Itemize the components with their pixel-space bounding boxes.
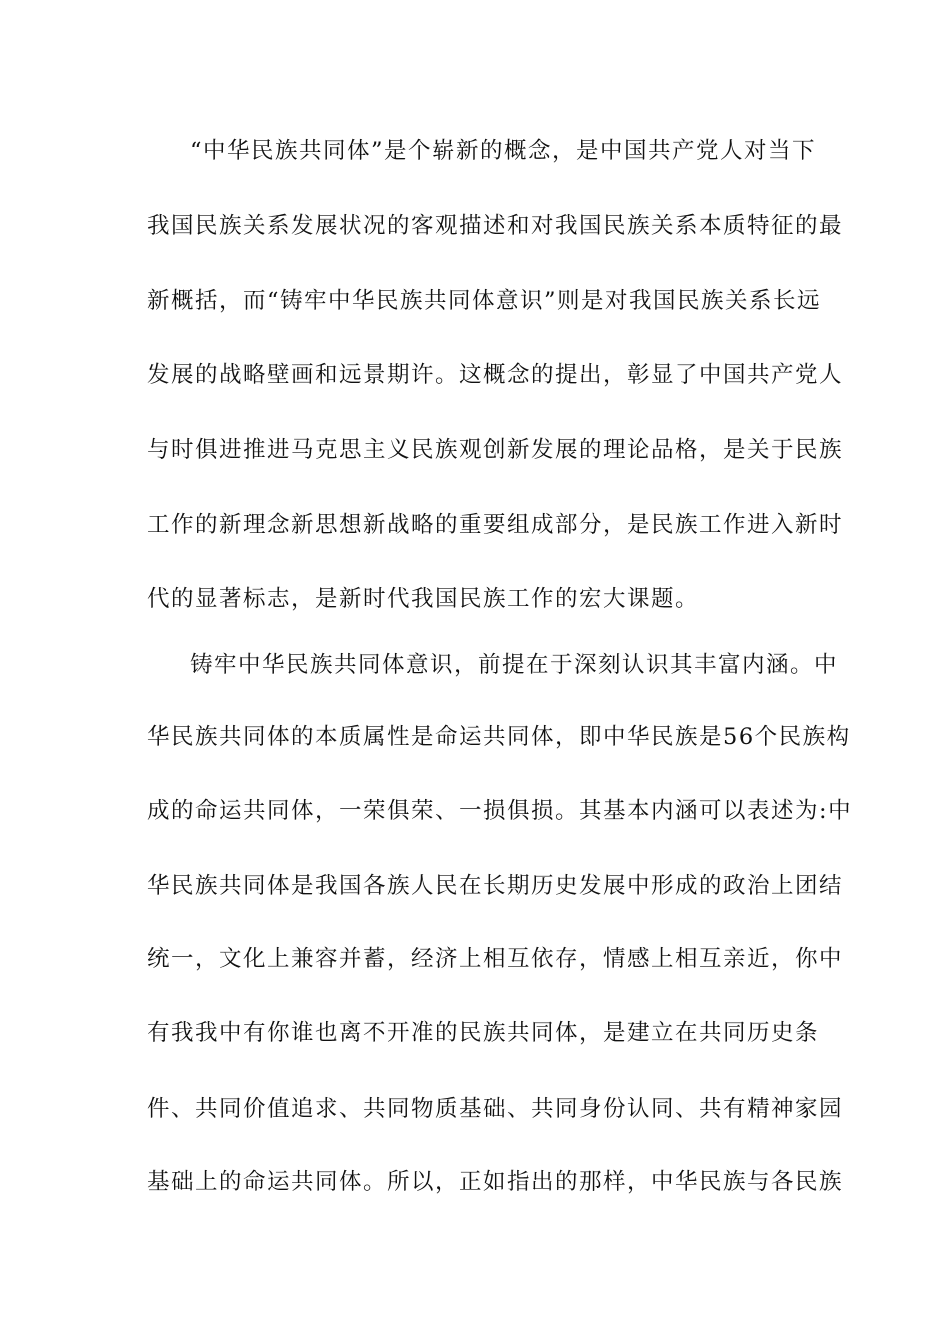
paragraph-2-line-2: 华民族共同体的本质属性是命运共同体，即中华民族是56个民族构 xyxy=(147,724,851,750)
paragraph-1-line-7: 代的显著标志，是新时代我国民族工作的宏大课题。 xyxy=(147,586,700,612)
paragraph-2-line-6: 有我我中有你谁也离不开准的民族共同体，是建立在共同历史条 xyxy=(147,1020,820,1046)
paragraph-2-line-3: 成的命运共同体，一荣俱荣、一损俱损。其基本内涵可以表述为:中 xyxy=(147,798,853,824)
paragraph-1-line-5: 与时俱进推进马克思主义民族观创新发展的理论品格，是关于民族 xyxy=(147,437,844,463)
paragraph-1-line-1: “中华民族共同体”是个崭新的概念，是中国共产党人对当下 xyxy=(190,138,817,164)
paragraph-2-line-1: 铸牢中华民族共同体意识，前提在于深刻认识其丰富内涵。中 xyxy=(190,652,839,678)
paragraph-1-line-2: 我国民族关系发展状况的客观描述和对我国民族关系本质特征的最 xyxy=(147,213,844,239)
paragraph-1-line-6: 工作的新理念新思想新战略的重要组成部分，是民族工作进入新时 xyxy=(147,512,844,538)
paragraph-2-line-8: 基础上的命运共同体。所以，正如指出的那样，中华民族与各民族 xyxy=(147,1169,844,1195)
paragraph-2-line-5: 统一，文化上兼容并蓄，经济上相互依存，情感上相互亲近，你中 xyxy=(147,946,844,972)
paragraph-1-line-3: 新概括，而“铸牢中华民族共同体意识”则是对我国民族关系长远 xyxy=(147,288,822,314)
paragraph-1-line-4: 发展的战略壁画和远景期许。这概念的提出，彰显了中国共产党人 xyxy=(147,362,844,388)
paragraph-2-line-4: 华民族共同体是我国各族人民在长期历史发展中形成的政治上团结 xyxy=(147,873,844,899)
paragraph-2-line-7: 件、共同价值追求、共同物质基础、共同身份认同、共有精神家园 xyxy=(147,1096,844,1122)
